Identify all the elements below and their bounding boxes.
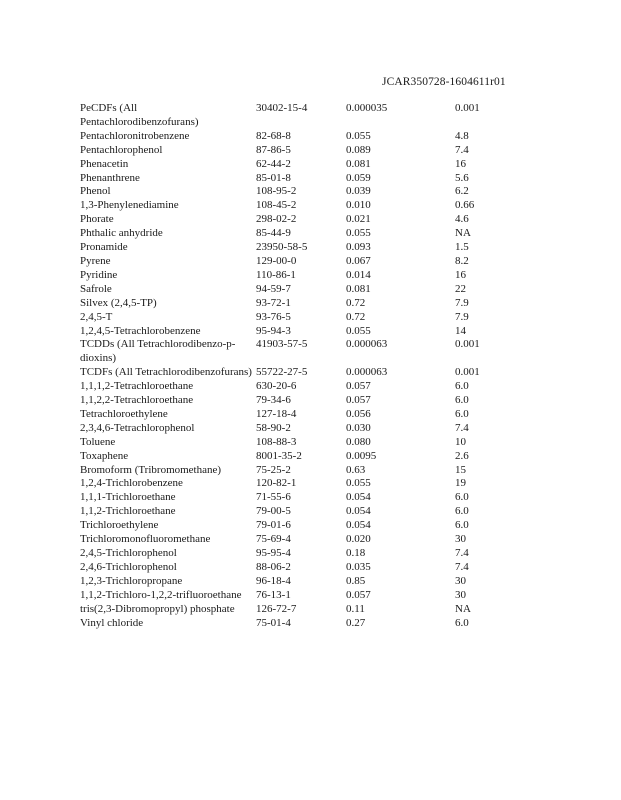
constituent-name: Phenol (80, 185, 111, 198)
table-row (80, 491, 540, 505)
table-row (80, 311, 540, 325)
nonwastewater-standard: 0.001 (455, 366, 480, 379)
constituent-name: Phorate (80, 213, 114, 226)
nonwastewater-standard: 10 (455, 435, 466, 448)
nonwastewater-standard: 1.5 (455, 241, 469, 254)
wastewater-standard: 0.72 (346, 296, 366, 309)
constituent-name: tris(2,3-Dibromopropyl) phosphate (80, 602, 235, 615)
nonwastewater-standard: 8.2 (455, 254, 469, 267)
nonwastewater-standard: 16 (455, 157, 466, 170)
nonwastewater-standard: 7.4 (455, 547, 469, 559)
nonwastewater-standard: 30 (455, 588, 466, 601)
nonwastewater-standard: 7.9 (455, 310, 469, 323)
cas-number: 127-18-4 (256, 407, 297, 420)
constituent-name: Trichloroethylene (80, 519, 159, 532)
nonwastewater-standard: 6.0 (455, 394, 469, 407)
table-row (80, 603, 540, 617)
wastewater-standard: 0.055 (346, 477, 371, 490)
wastewater-standard: 0.039 (346, 185, 371, 198)
table-row (80, 422, 540, 436)
table-row (80, 199, 540, 213)
cas-number: 87-86-5 (256, 143, 291, 156)
table-row (80, 464, 540, 478)
constituent-name: Pronamide (80, 241, 128, 254)
nonwastewater-standard: NA (455, 602, 471, 615)
wastewater-standard: 0.059 (346, 171, 371, 184)
cas-number: 71-55-6 (256, 491, 291, 504)
table-row (80, 505, 540, 519)
table-row (80, 283, 540, 297)
cas-number: 126-72-7 (256, 602, 297, 615)
wastewater-standard: 0.057 (346, 588, 371, 601)
wastewater-standard: 0.0095 (346, 449, 377, 462)
wastewater-standard: 0.081 (346, 282, 371, 295)
wastewater-standard: 0.080 (346, 435, 371, 448)
cas-number: 79-01-6 (256, 519, 291, 532)
wastewater-standard: 0.055 (346, 129, 371, 142)
cas-number: 79-34-6 (256, 394, 291, 407)
wastewater-standard: 0.057 (346, 380, 371, 393)
wastewater-standard: 0.081 (346, 157, 371, 170)
cas-number: 120-82-1 (256, 477, 297, 490)
table-row (80, 213, 540, 227)
table-row (80, 130, 540, 144)
wastewater-standard: 0.055 (346, 324, 371, 337)
wastewater-standard: 0.067 (346, 254, 371, 267)
table-row (80, 158, 540, 172)
constituent-name: Vinyl chloride (80, 616, 144, 629)
constituent-name: Safrole (80, 282, 112, 295)
nonwastewater-standard: 7.4 (455, 421, 469, 434)
wastewater-standard: 0.18 (346, 547, 366, 559)
constituent-name: 1,2,4-Trichlorobenzene (80, 477, 183, 490)
table-row (80, 102, 540, 130)
table-row (80, 255, 540, 269)
constituent-name: Pyridine (80, 268, 118, 281)
cas-number: 30402-15-4 (256, 102, 308, 114)
table-row (80, 589, 540, 603)
wastewater-standard: 0.054 (346, 519, 371, 532)
wastewater-standard: 0.010 (346, 199, 371, 212)
nonwastewater-standard: 0.001 (455, 338, 480, 351)
constituent-name: 1,1,1-Trichloroethane (80, 491, 176, 504)
wastewater-standard: 0.11 (346, 602, 365, 615)
constituent-name: TCDDs (All Tetrachlorodibenzo-p-dioxins) (80, 338, 236, 365)
table-row (80, 144, 540, 158)
constituent-name: Toluene (80, 435, 116, 448)
nonwastewater-standard: 5.6 (455, 171, 469, 184)
nonwastewater-standard: 6.2 (455, 185, 469, 198)
constituent-name: 1,1,1,2-Tetrachloroethane (80, 380, 194, 393)
nonwastewater-standard: 30 (455, 574, 466, 587)
table-row (80, 227, 540, 241)
cas-number: 630-20-6 (256, 380, 297, 393)
nonwastewater-standard: 6.0 (455, 407, 469, 420)
cas-number: 23950-58-5 (256, 241, 308, 254)
nonwastewater-standard: 7.4 (455, 143, 469, 156)
wastewater-standard: 0.014 (346, 268, 371, 281)
constituent-name: Pyrene (80, 254, 111, 267)
cas-number: 95-94-3 (256, 324, 291, 337)
nonwastewater-standard: 6.0 (455, 380, 469, 393)
table-row (80, 380, 540, 394)
cas-number: 41903-57-5 (256, 338, 308, 351)
cas-number: 298-02-2 (256, 213, 297, 226)
table-row (80, 338, 540, 366)
constituent-table (80, 102, 540, 630)
cas-number: 88-06-2 (256, 560, 291, 573)
table-row (80, 561, 540, 575)
nonwastewater-standard: 14 (455, 324, 466, 337)
document-id: JCAR350728-1604611r01 (382, 76, 506, 88)
wastewater-standard: 0.63 (346, 463, 366, 476)
table-row (80, 241, 540, 255)
table-row (80, 519, 540, 533)
table-row (80, 394, 540, 408)
cas-number: 79-00-5 (256, 505, 291, 518)
constituent-name: TCDFs (All Tetrachlorodibenzofurans) (80, 366, 252, 379)
cas-number: 95-95-4 (256, 547, 291, 559)
cas-number: 85-44-9 (256, 227, 291, 240)
constituent-name: Trichloromonofluoromethane (80, 533, 211, 546)
cas-number: 55722-27-5 (256, 366, 308, 379)
cas-number: 75-69-4 (256, 533, 291, 546)
cas-number: 76-13-1 (256, 588, 291, 601)
cas-number: 108-88-3 (256, 435, 297, 448)
wastewater-standard: 0.030 (346, 421, 371, 434)
cas-number: 93-72-1 (256, 296, 291, 309)
constituent-name: 2,4,5-T (80, 310, 113, 323)
constituent-name: 1,3-Phenylenediamine (80, 199, 179, 212)
nonwastewater-standard: 4.6 (455, 213, 469, 226)
constituent-name: Pentachloronitrobenzene (80, 129, 190, 142)
table-row (80, 366, 540, 380)
nonwastewater-standard: 2.6 (455, 449, 469, 462)
wastewater-standard: 0.054 (346, 491, 371, 504)
cas-number: 96-18-4 (256, 574, 291, 587)
wastewater-standard: 0.000063 (346, 338, 388, 351)
constituent-name: PeCDFs (All Pentachlorodibenzofurans) (80, 102, 199, 128)
constituent-name: 2,4,5-Trichlorophenol (80, 547, 177, 559)
constituent-name: 1,1,2,2-Tetrachloroethane (80, 394, 194, 407)
constituent-name: 1,2,3-Trichloropropane (80, 574, 183, 587)
wastewater-standard: 0.057 (346, 394, 371, 407)
wastewater-standard: 0.089 (346, 143, 371, 156)
table-row (80, 575, 540, 589)
constituent-name: Phenacetin (80, 157, 129, 170)
cas-number: 8001-35-2 (256, 449, 302, 462)
nonwastewater-standard: 6.0 (455, 491, 469, 504)
constituent-name: 2,3,4,6-Tetrachlorophenol (80, 421, 195, 434)
nonwastewater-standard: 16 (455, 268, 466, 281)
table-row (80, 477, 540, 491)
wastewater-standard: 0.27 (346, 616, 366, 629)
nonwastewater-standard: 0.66 (455, 199, 475, 212)
nonwastewater-standard: 22 (455, 282, 466, 295)
nonwastewater-standard: 0.001 (455, 102, 480, 114)
table-row (80, 172, 540, 186)
nonwastewater-standard: 6.0 (455, 616, 469, 629)
cas-number: 93-76-5 (256, 310, 291, 323)
constituent-name: Silvex (2,4,5-TP) (80, 296, 157, 309)
table-row (80, 436, 540, 450)
constituent-name: 1,1,2-Trichloroethane (80, 505, 176, 518)
nonwastewater-standard: 4.8 (455, 129, 469, 142)
nonwastewater-standard: 7.9 (455, 296, 469, 309)
cas-number: 75-01-4 (256, 616, 291, 629)
nonwastewater-standard: 30 (455, 533, 466, 546)
cas-number: 94-59-7 (256, 282, 291, 295)
nonwastewater-standard: 19 (455, 477, 466, 490)
constituent-name: 1,2,4,5-Tetrachlorobenzene (80, 324, 201, 337)
constituent-name: Bromoform (Tribromomethane) (80, 463, 222, 476)
constituent-name: Pentachlorophenol (80, 143, 163, 156)
table-row (80, 269, 540, 283)
wastewater-standard: 0.056 (346, 407, 371, 420)
cas-number: 58-90-2 (256, 421, 291, 434)
constituent-name: Tetrachloroethylene (80, 407, 168, 420)
wastewater-standard: 0.054 (346, 505, 371, 518)
cas-number: 82-68-8 (256, 129, 291, 142)
cas-number: 110-86-1 (256, 268, 296, 281)
wastewater-standard: 0.093 (346, 241, 371, 254)
nonwastewater-standard: 6.0 (455, 519, 469, 532)
table-row (80, 185, 540, 199)
nonwastewater-standard: 7.4 (455, 560, 469, 573)
constituent-name: 2,4,6-Trichlorophenol (80, 560, 177, 573)
constituent-name: 1,1,2-Trichloro-1,2,2-trifluoroethane (80, 588, 242, 601)
wastewater-standard: 0.85 (346, 574, 366, 587)
wastewater-standard: 0.021 (346, 213, 371, 226)
wastewater-standard: 0.020 (346, 533, 371, 546)
table-row (80, 547, 540, 561)
table-row (80, 450, 540, 464)
table-row (80, 617, 540, 631)
wastewater-standard: 0.000063 (346, 366, 388, 379)
table-row (80, 297, 540, 311)
nonwastewater-standard: 15 (455, 463, 466, 476)
constituent-name: Phthalic anhydride (80, 227, 163, 240)
nonwastewater-standard: NA (455, 227, 471, 240)
constituent-name: Toxaphene (80, 449, 129, 462)
wastewater-standard: 0.055 (346, 227, 371, 240)
cas-number: 108-45-2 (256, 199, 297, 212)
cas-number: 85-01-8 (256, 171, 291, 184)
cas-number: 129-00-0 (256, 254, 297, 267)
table-row (80, 325, 540, 339)
wastewater-standard: 0.72 (346, 310, 366, 323)
table-row (80, 533, 540, 547)
constituent-name: Phenanthrene (80, 171, 140, 184)
table-row (80, 408, 540, 422)
wastewater-standard: 0.000035 (346, 102, 388, 114)
wastewater-standard: 0.035 (346, 560, 371, 573)
cas-number: 108-95-2 (256, 185, 297, 198)
nonwastewater-standard: 6.0 (455, 505, 469, 518)
cas-number: 75-25-2 (256, 463, 291, 476)
cas-number: 62-44-2 (256, 157, 291, 170)
